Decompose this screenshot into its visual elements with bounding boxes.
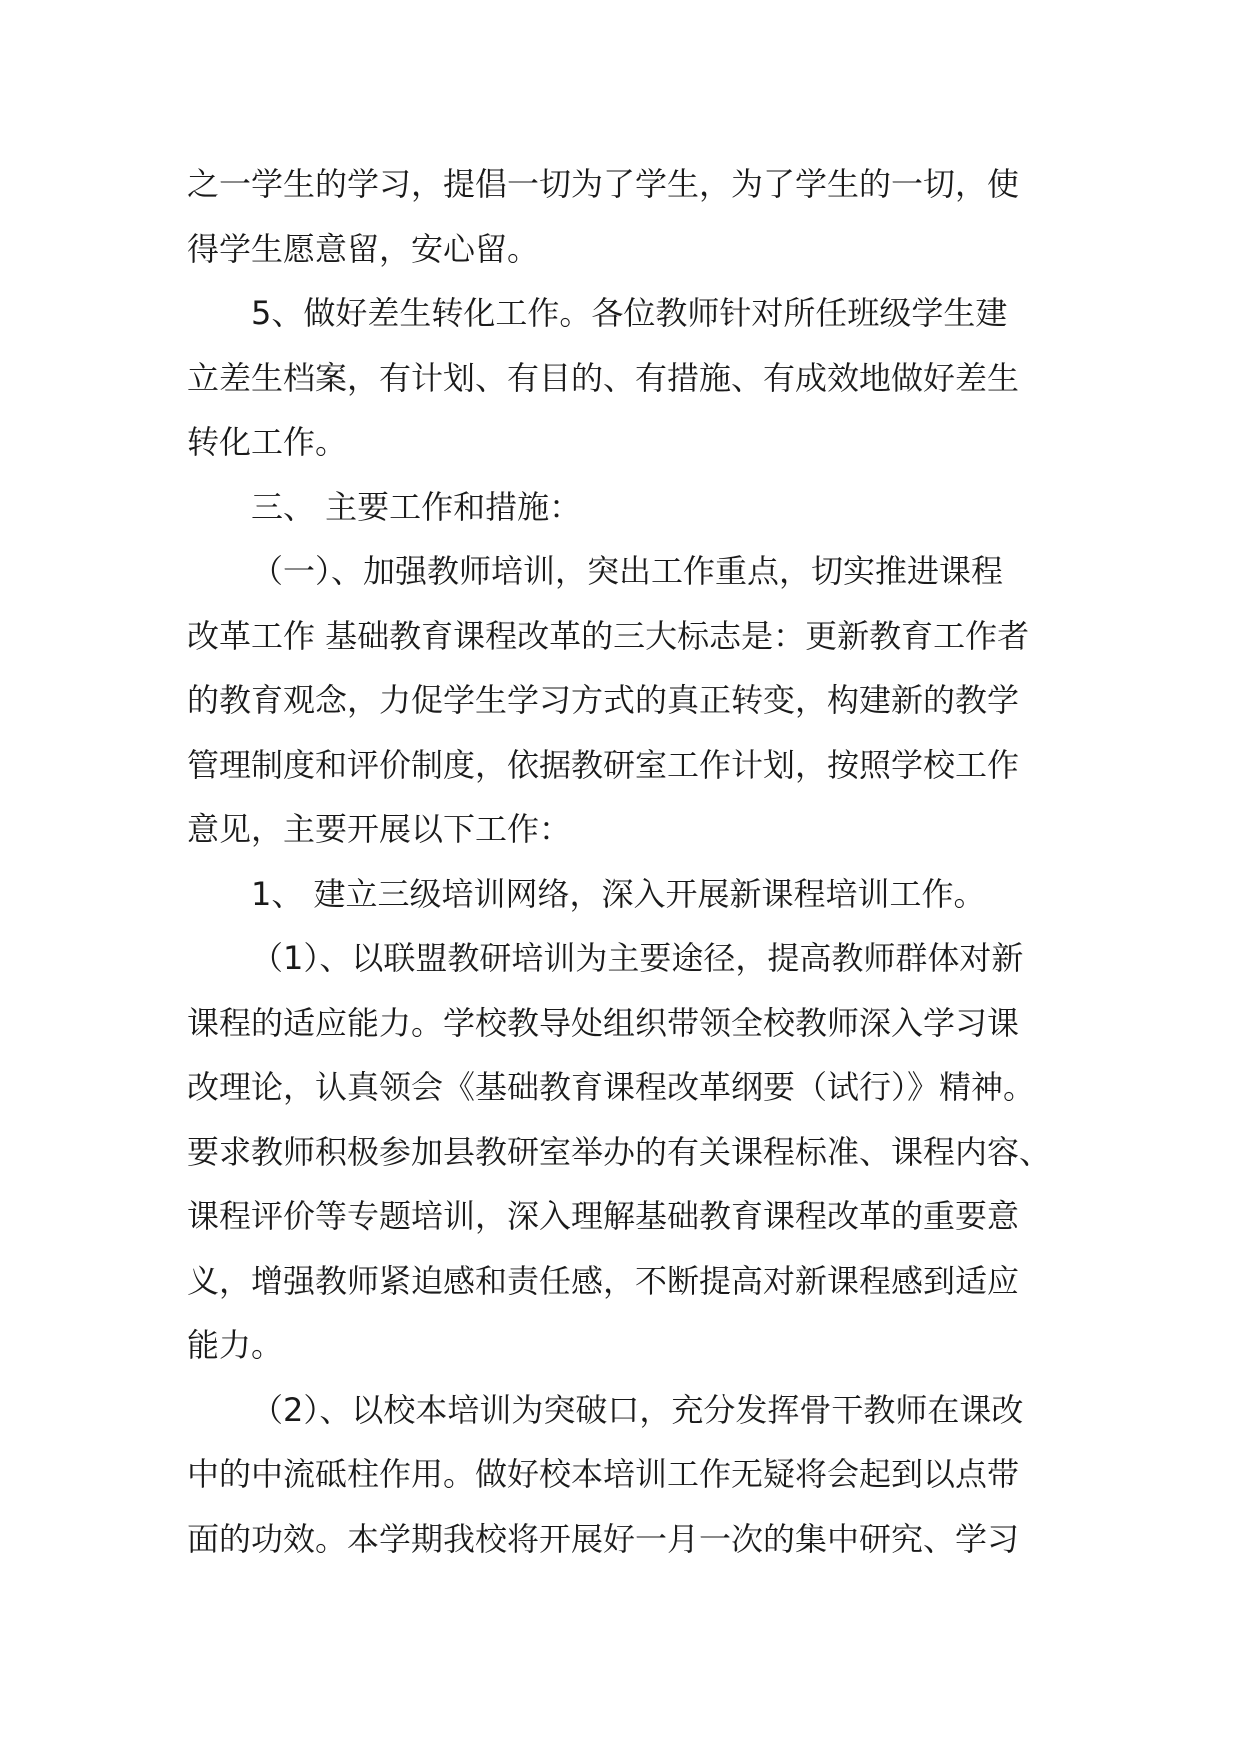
text-line: 课程的适应能力。学校教导处组织带领全校教师深入学习课 [187,1003,1020,1042]
text-line: 之一学生的学习，提倡一切为了学生，为了学生的一切，使 [187,165,1020,203]
text-line: （一）、加强教师培训，突出工作重点，切实推进课程 [251,552,1004,590]
text-line: 意见，主要开展以下工作： [187,810,572,848]
document-body [187,152,1057,1571]
text-line: 管理制度和评价制度，依据教研室工作计划，按照学校工作 [187,745,1020,784]
text-line: 的教育观念，力促学生学习方式的真正转变，构建新的教学 [187,681,1020,719]
text-line: 5、做好差生转化工作。各位教师针对所任班级学生建 [251,294,1008,332]
text-line: 课程评价等专题培训，深入理解基础教育课程改革的重要意 [187,1197,1020,1235]
text-line: 转化工作。 [187,423,348,461]
text-line: 得学生愿意留，安心留。 [187,229,540,268]
text-line: 1、 建立三级培训网络，深入开展新课程培训工作。 [251,874,986,913]
text-line: 要求教师积极参加县教研室举办的有关课程标准、课程内容、 [187,1132,1052,1171]
text-line: （1）、以联盟教研培训为主要途径，提高教师群体对新 [251,939,1024,977]
text-line: （2）、以校本培训为突破口，充分发挥骨干教师在课改 [251,1390,1024,1429]
text-line: 中的中流砥柱作用。做好校本培训工作无疑将会起到以点带 [187,1455,1020,1493]
section-heading: 三、 主要工作和措施： [251,487,582,526]
text-line: 改革工作 基础教育课程改革的三大标志是：更新教育工作者 [187,616,1030,655]
text-line: 改理论，认真领会《基础教育课程改革纲要（试行）》精神。 [187,1068,1036,1106]
text-line: 立差生档案，有计划、有目的、有措施、有成效地做好差生 [187,358,1020,397]
text-line: 能力。 [187,1326,284,1364]
text-line: 义，增强教师紧迫感和责任感，不断提高对新课程感到适应 [187,1261,1020,1300]
text-line: 面的功效。本学期我校将开展好一月一次的集中研究、学习 [187,1519,1020,1558]
